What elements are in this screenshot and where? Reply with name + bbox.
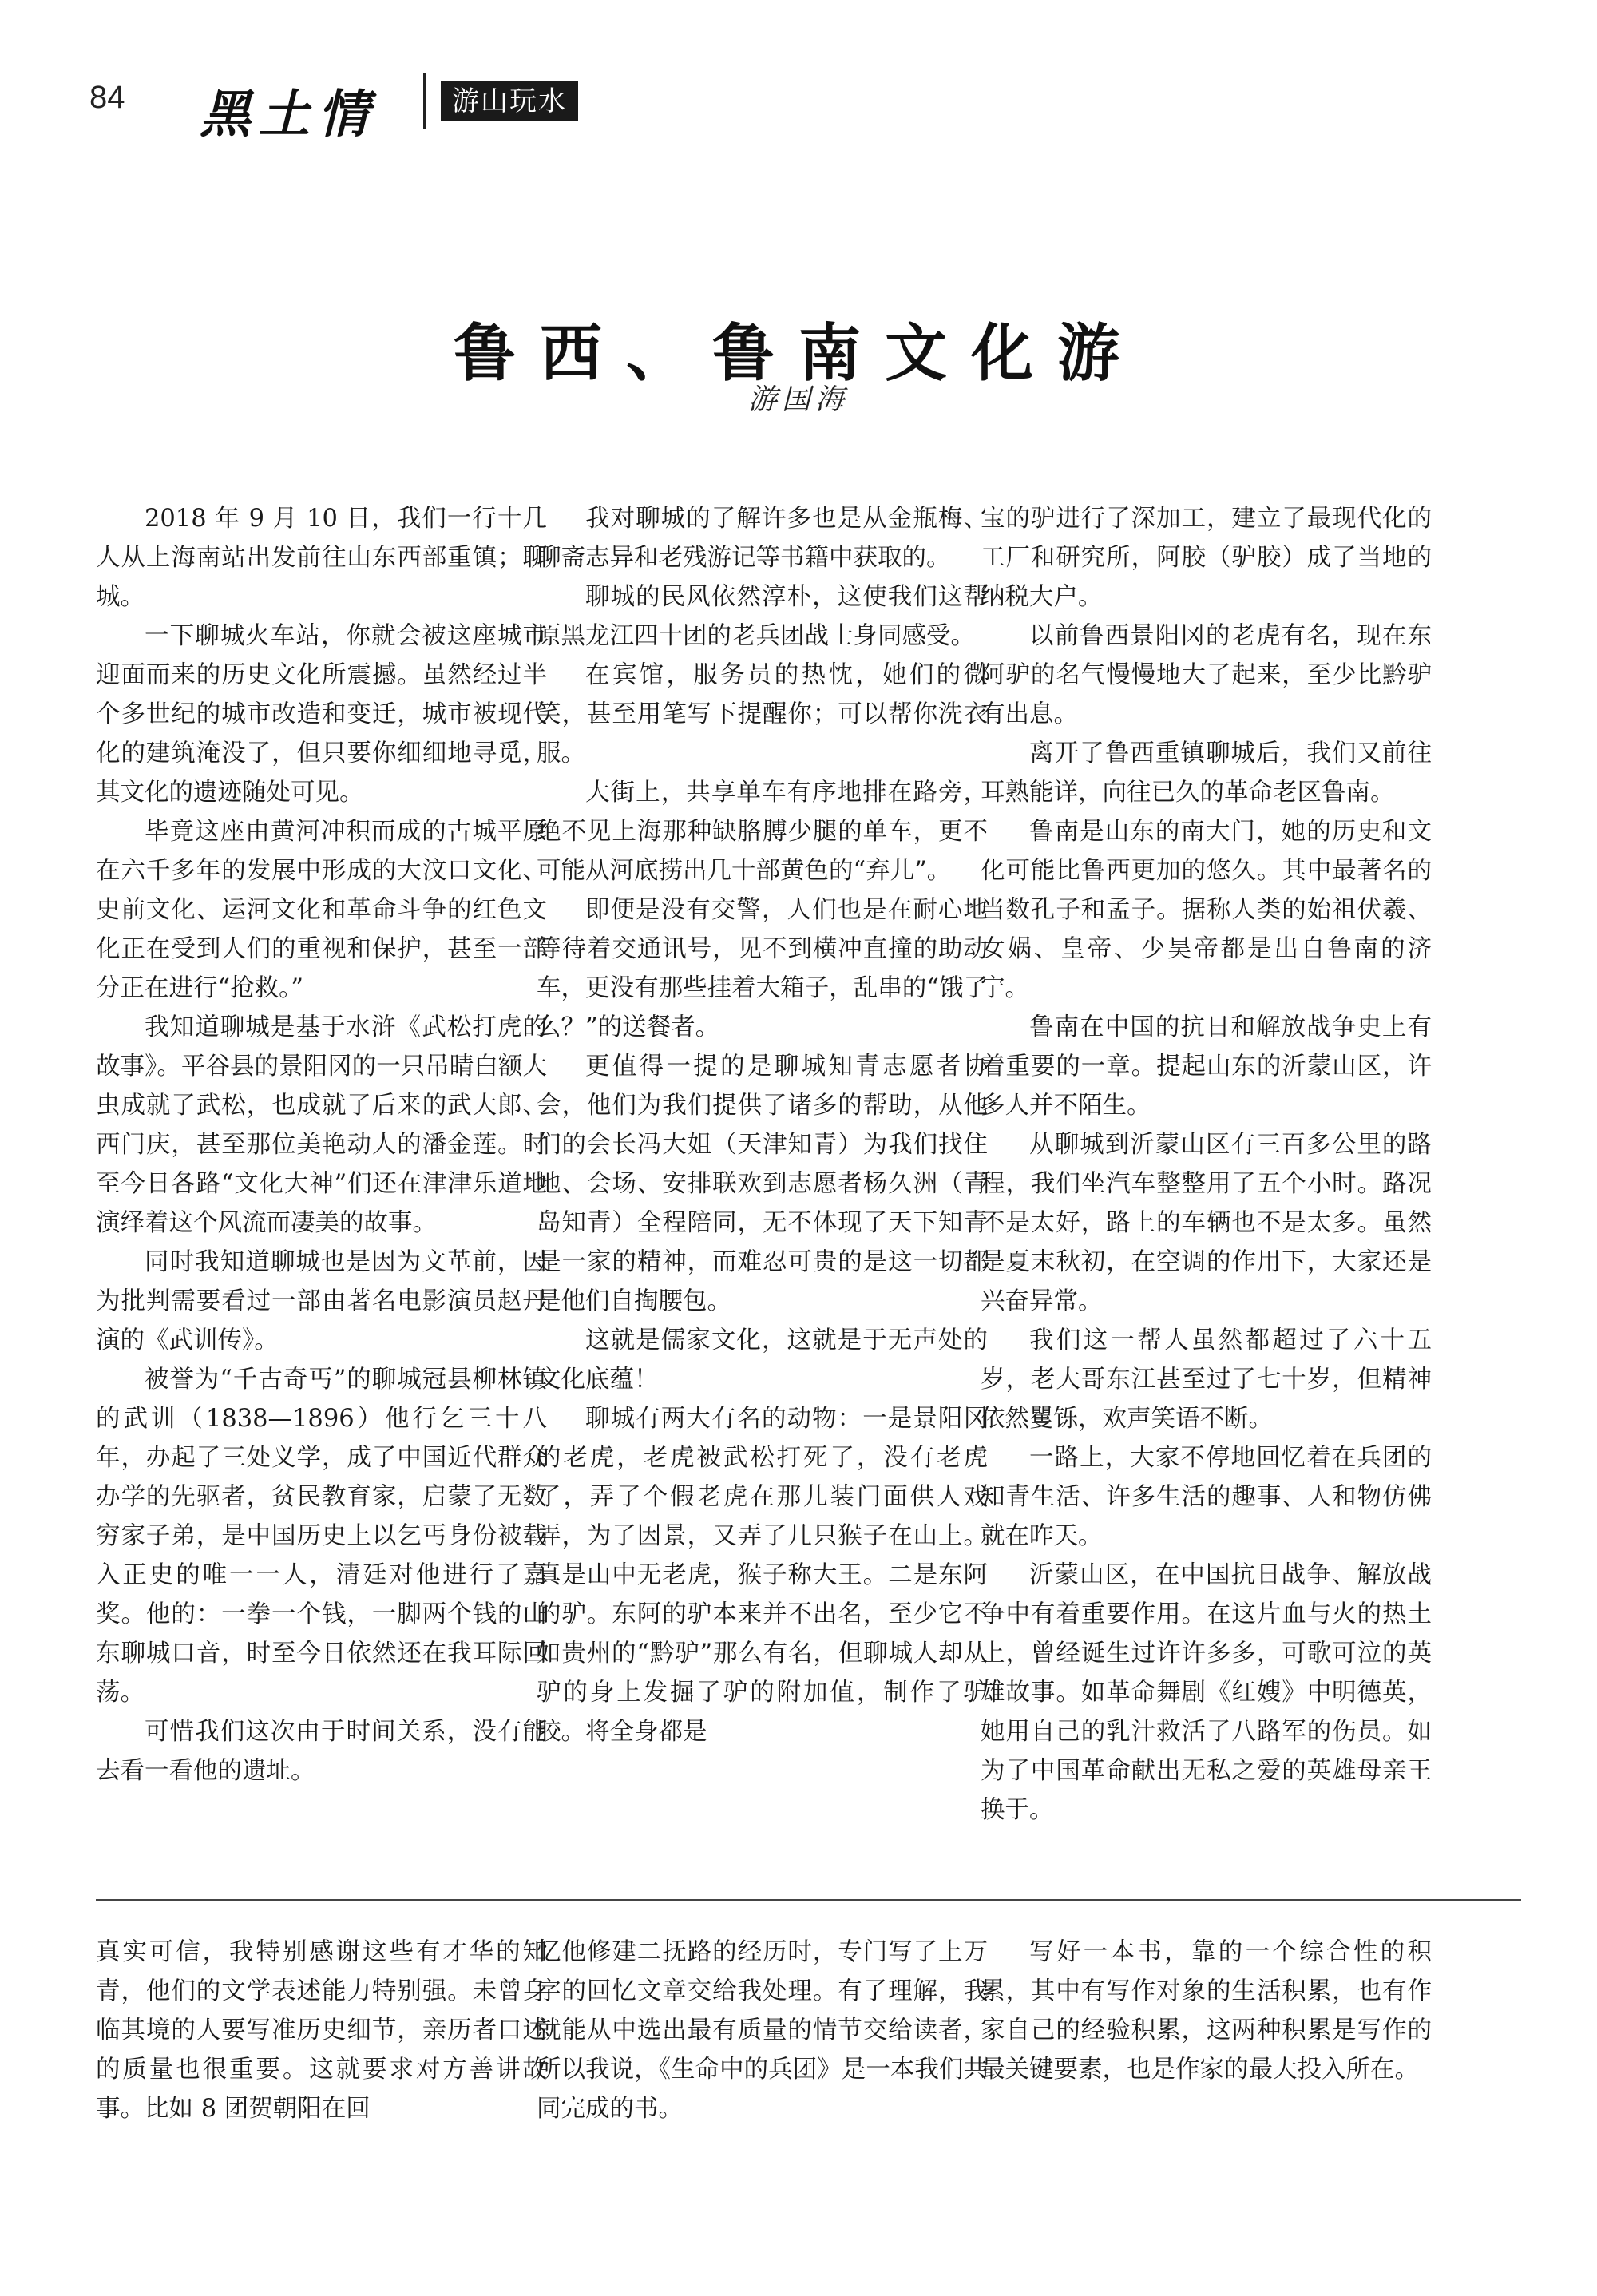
paragraph: 这就是儒家文化，这就是于无声处的文化底蕴！ <box>537 1326 988 1394</box>
page-header <box>0 0 1597 160</box>
paragraph: 写好一本书，靠的一个综合性的积累，其中有写作对象的生活积累，也有作家自己的经验积累，这两种积累是写作的最关键要素，也是作家的最大投入所在。 <box>981 1938 1432 2084</box>
paragraph: 同时我知道聊城也是因为文革前，因为批判需要看过一部由著名电影演员赵丹演的《武训传》。 <box>96 1248 547 1354</box>
paragraph: 2018 年 9 月 10 日，我们一行十几人从上海南站出发前往山东西部重镇；聊城。 <box>96 505 547 611</box>
paragraph: 毕竟这座由黄河冲积而成的古城平原在六千多年的发展中形成的大汶口文化、史前文化、运河文化和革命斗争的红色文化正在受到人们的重视和保护，甚至一部分正在进行“抢救。” <box>96 818 547 1002</box>
paragraph: 沂蒙山区，在中国抗日战争、解放战争中有着重要作用。在这片血与火的热土上，曾经诞生过许许多多，可歌可泣的英雄故事。如革命舞剧《红嫂》中明德英，她用自己的乳汁救活了八路军的伤员。如为了中国革命献出无私之爱的英雄母亲王换于。 <box>981 1561 1432 1824</box>
paragraph: 聊城的民风依然淳朴，这使我们这帮原黑龙江四十团的老兵团战士身同感受。 <box>537 583 988 650</box>
paragraph: 大街上，共享单车有序地排在路旁，绝不见上海那种缺胳膊少腿的单车，更不可能从河底捞出几十部黄色的“弃儿”。 <box>537 779 988 885</box>
paragraph: 一下聊城火车站，你就会被这座城市迎面而来的历史文化所震撼。虽然经过半个多世纪的城市改造和变迁，城市被现代化的建筑淹没了，但只要你细细地寻觅，其文化的遗迹随处可见。 <box>96 622 547 807</box>
paragraph: 鲁南是山东的南大门，她的历史和文化可能比鲁西更加的悠久。其中最著名的当数孔子和孟子。据称人类的始祖伏羲、女娲、皇帝、少昊帝都是出自鲁南的济宁。 <box>981 818 1432 1002</box>
section-divider <box>96 1899 1521 1901</box>
paragraph: 我们这一帮人虽然都超过了六十五岁，老大哥东江甚至过了七十岁，但精神依然矍铄，欢声笑语不断。 <box>981 1326 1432 1433</box>
paragraph: 更值得一提的是聊城知青志愿者协会，他们为我们提供了诸多的帮助，从他们的会长冯大姐（天津知青）为我们找住地、会场、安排联欢到志愿者杨久洲（青岛知青）全程陪同，无不体现了天下知青是一家的精神，而难忍可贵的是这一切都是他们自掏腰包。 <box>537 1053 988 1315</box>
paragraph: 在宾馆，服务员的热忱，她们的微笑，甚至用笔写下提醒你；可以帮你洗衣服。 <box>537 661 988 767</box>
section-tag: 游山玩水 <box>441 81 578 121</box>
paragraph-continued: 真实可信，我特别感谢这些有才华的知青，他们的文学表述能力特别强。未曾身临其境的人要写准历史细节，亲历者口述的质量也很重要。这就要求对方善讲故事。比如 8 团贺朝阳在回 <box>96 1938 547 2123</box>
paragraph: 鲁南在中国的抗日和解放战争史上有着重要的一章。提起山东的沂蒙山区，许多人并不陌生。 <box>981 1013 1432 1120</box>
header-divider <box>423 73 426 129</box>
paragraph: 我对聊城的了解许多也是从金瓶梅、聊斋志异和老残游记等书籍中获取的。 <box>537 505 988 572</box>
paragraph: 可惜我们这次由于时间关系，没有能去看一看他的遗址。 <box>96 1718 547 1785</box>
continuation-column-1 <box>96 1933 547 2128</box>
continuation-column-3 <box>981 1933 1432 2089</box>
paragraph: 以前鲁西景阳冈的老虎有名，现在东阿驴的名气慢慢地大了起来，至少比黔驴有出息。 <box>981 622 1432 728</box>
paragraph: 离开了鲁西重镇聊城后，我们又前往耳熟能详，向往已久的革命老区鲁南。 <box>981 740 1432 807</box>
page-number: 84 <box>89 80 125 115</box>
paragraph-continued: 忆他修建二抚路的经历时，专门写了上万字的回忆文章交给我处理。有了理解，我就能从中选出最有质量的情节交给读者，所以我说，《生命中的兵团》是一本我们共同完成的书。 <box>537 1938 988 2123</box>
article-title: 鲁西、鲁南文化游 <box>453 318 1143 391</box>
paragraph: 聊城有两大有名的动物：一是景阳冈的老虎，老虎被武松打死了，没有老虎了，弄了个假老虎在那儿装门面供人戏弄，为了因景，又弄了几只猴子在山上。真是山中无老虎，猴子称大王。二是东阿的驴。东阿的驴本来并不出名，至少它不如贵州的“黔驴”那么有名，但聊城人却从驴的身上发掘了驴的附加值，制作了驴胶。将全身都是 <box>537 1405 988 1746</box>
article-author: 游国海 <box>747 383 849 416</box>
paragraph: 从聊城到沂蒙山区有三百多公里的路程，我们坐汽车整整用了五个小时。路况不是太好，路上的车辆也不是太多。虽然是夏末秋初，在空调的作用下，大家还是兴奋异常。 <box>981 1131 1432 1315</box>
paragraph: 被誉为“千古奇丐”的聊城冠县柳林镇的武训（1838—1896）他行乞三十八年，办起了三处义学，成了中国近代群众办学的先驱者，贫民教育家，启蒙了无数穷家子弟，是中国历史上以乞丐身份被载入正史的唯一一人，清廷对他进行了嘉奖。他的：一拳一个钱，一脚两个钱的山东聊城口音，时至今日依然还在我耳际回荡。 <box>96 1366 547 1707</box>
paragraph: 我知道聊城是基于水浒《武松打虎的故事》。平谷县的景阳冈的一只吊睛白额大虫成就了武松，也成就了后来的武大郎、西门庆，甚至那位美艳动人的潘金莲。时至今日各路“文化大神”们还在津津乐道地演绎着这个风流而凄美的故事。 <box>96 1013 547 1237</box>
paragraph-continued: 宝的驴进行了深加工，建立了最现代化的工厂和研究所，阿胶（驴胶）成了当地的纳税大户。 <box>981 505 1432 611</box>
paragraph: 一路上，大家不停地回忆着在兵团的知青生活、许多生活的趣事、人和物仿佛就在昨天。 <box>981 1444 1432 1550</box>
article-column-3 <box>981 499 1432 1830</box>
magazine-logo: 黑土情 <box>200 85 377 145</box>
article-column-2 <box>537 499 988 1751</box>
continuation-column-2 <box>537 1933 988 2128</box>
paragraph: 即便是没有交警，人们也是在耐心地等待着交通讯号，见不到横冲直撞的助动车，更没有那些挂着大箱子，乱串的“饿了么？”的送餐者。 <box>537 896 988 1041</box>
article-column-1 <box>96 499 547 1790</box>
